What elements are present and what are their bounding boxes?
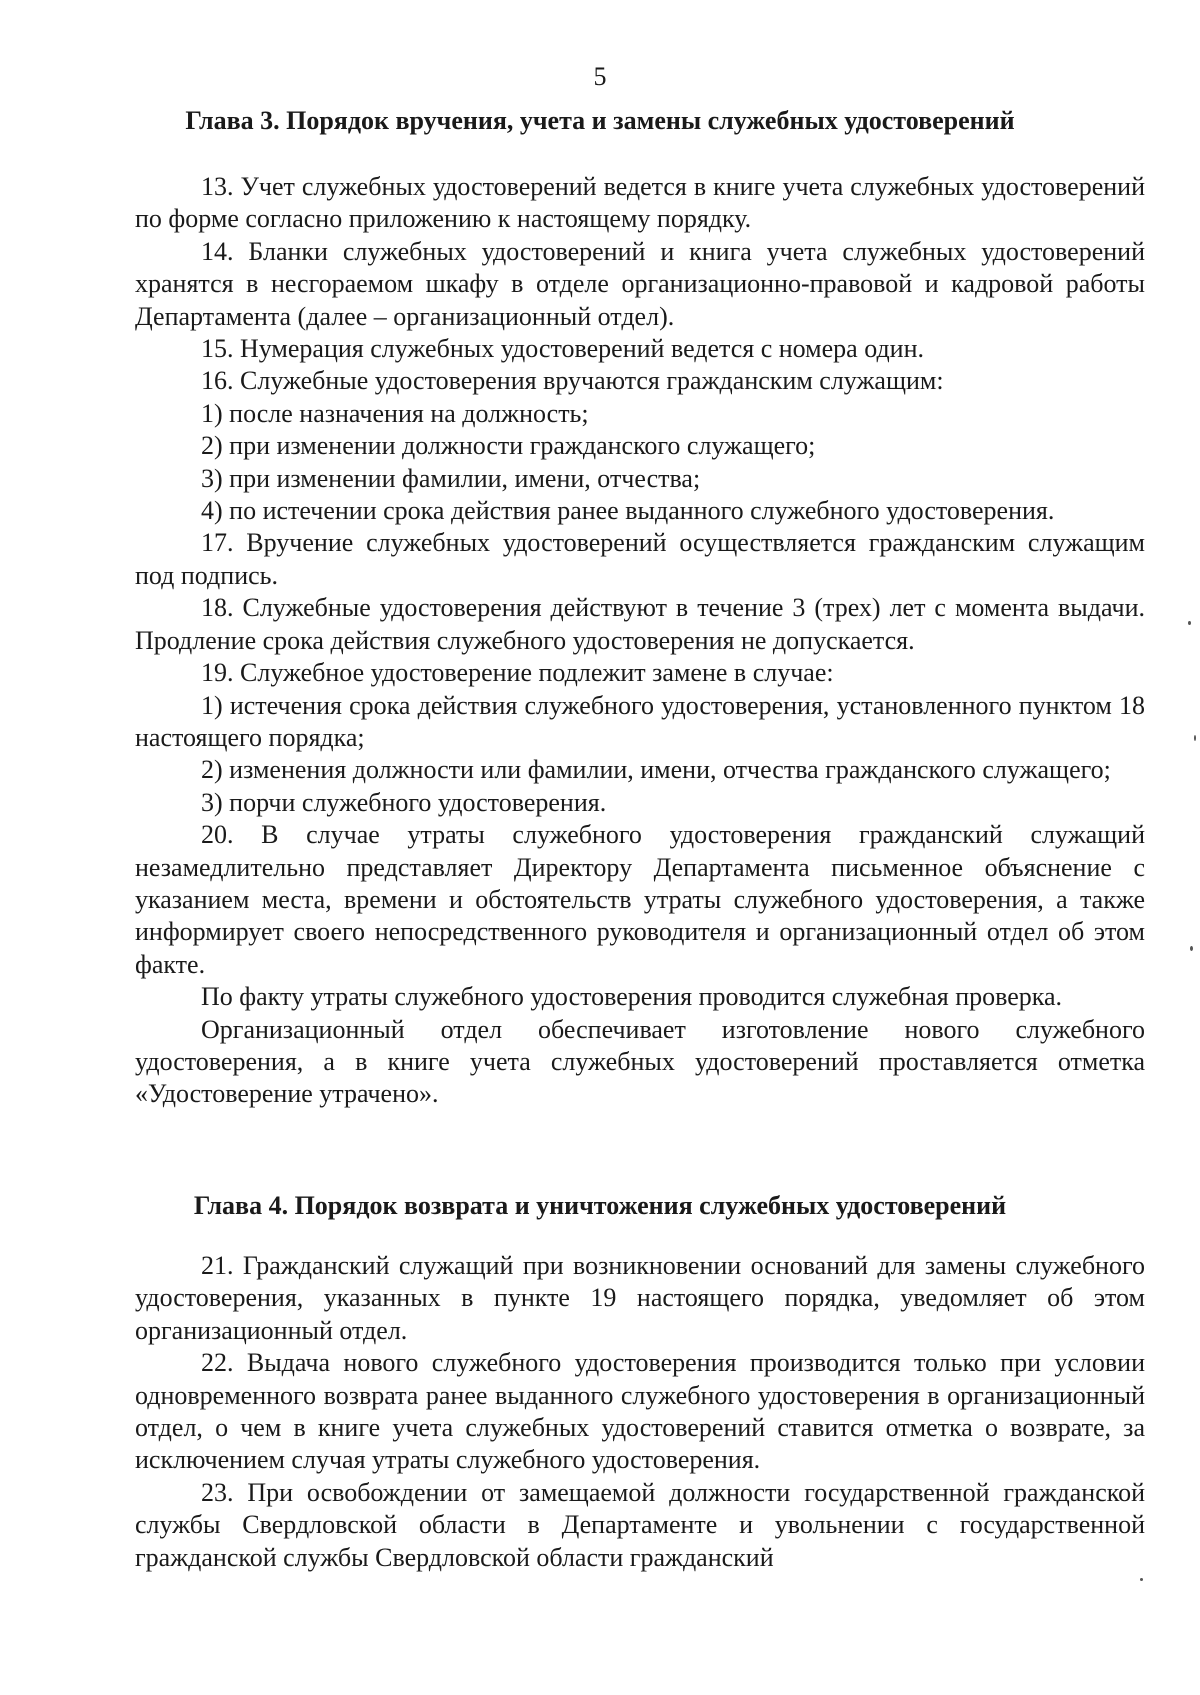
paragraph-19-item-2: 2) изменения должности или фамилии, имени, отчества гражданского служащего;: [201, 755, 1111, 785]
paragraph-16-item-3: 3) при изменении фамилии, имени, отчества;: [201, 463, 701, 493]
chapter-4-body: [135, 1250, 1145, 1574]
paragraph-19: 19. Служебное удостоверение подлежит замене в случае:: [201, 658, 834, 688]
paragraph-20-replacement: Организационный отдел обеспечивает изготовление нового служебного удостоверения, а в книге учета служебных удостоверений проставляется отметка «Удостоверение утрачено».: [135, 1014, 1145, 1109]
scan-speck: [1190, 946, 1193, 951]
chapter-3-body: [135, 171, 1145, 1111]
paragraph-23: 23. При освобождении от замещаемой должности государственной гражданской службы Свердловской области в Департаменте и увольнении с государственной гражданской службы Свердловской области гражданский: [135, 1477, 1145, 1572]
paragraph-20-inspection: По факту утраты служебного удостоверения проводится служебная проверка.: [201, 982, 1063, 1012]
paragraph-16-item-2: 2) при изменении должности гражданского служащего;: [201, 431, 816, 461]
page-number: 5: [593, 62, 607, 91]
paragraph-16-item-1: 1) после назначения на должность;: [201, 398, 589, 428]
chapter-3-title: Глава 3. Порядок вручения, учета и замены служебных удостоверений: [185, 106, 1015, 135]
paragraph-18: 18. Служебные удостоверения действуют в течение 3 (трех) лет с момента выдачи. Продление срока действия служебного удостоверения не допускается.: [135, 593, 1145, 655]
paragraph-14: 14. Бланки служебных удостоверений и книга учета служебных удостоверений хранятся в несгораемом шкафу в отделе организационно-правовой и кадровой работы Департамента (далее – организационный отдел).: [135, 236, 1145, 331]
scan-speck: [1140, 1578, 1143, 1581]
paragraph-19-item-3: 3) порчи служебного удостоверения.: [201, 787, 607, 817]
paragraph-19-item-1: 1) истечения срока действия служебного удостоверения, установленного пунктом 18 настоящего порядка;: [135, 690, 1145, 752]
paragraph-17: 17. Вручение служебных удостоверений осуществляется гражданским служащим под подпись.: [135, 528, 1145, 590]
scan-speck: [1194, 735, 1196, 741]
paragraph-15: 15. Нумерация служебных удостоверений ведется с номера один.: [201, 334, 925, 364]
paragraph-16-item-4: 4) по истечении срока действия ранее выданного служебного удостоверения.: [201, 496, 1055, 526]
paragraph-16: 16. Служебные удостоверения вручаются гражданским служащим:: [201, 366, 944, 396]
paragraph-21: 21. Гражданский служащий при возникновении оснований для замены служебного удостоверения, указанных в пункте 19 настоящего порядка, уведомляет об этом организационный отдел.: [135, 1251, 1145, 1345]
paragraph-22: 22. Выдача нового служебного удостоверения производится только при условии одновременного возврата ранее выданного служебного удостоверения в организационный отдел, о чем в книге учета служебных удостоверений ставится отметка о возврате, за исключением случая утраты служебного удостоверения.: [135, 1348, 1145, 1475]
paragraph-13: 13. Учет служебных удостоверений ведется в книге учета служебных удостоверений по форме согласно приложению к настоящему порядку.: [135, 172, 1145, 234]
chapter-4-title: Глава 4. Порядок возврата и уничтожения служебных удостоверений: [193, 1191, 1007, 1220]
paragraph-20: 20. В случае утраты служебного удостоверения гражданский служащий незамедлительно представляет Директору Департамента письменное объяснение с указанием места, времени и обстоятельств утраты служебного удостоверения, а также информирует своего непосредственного руководителя и организационный отдел об этом факте.: [135, 820, 1145, 979]
scan-speck: [1188, 621, 1191, 625]
